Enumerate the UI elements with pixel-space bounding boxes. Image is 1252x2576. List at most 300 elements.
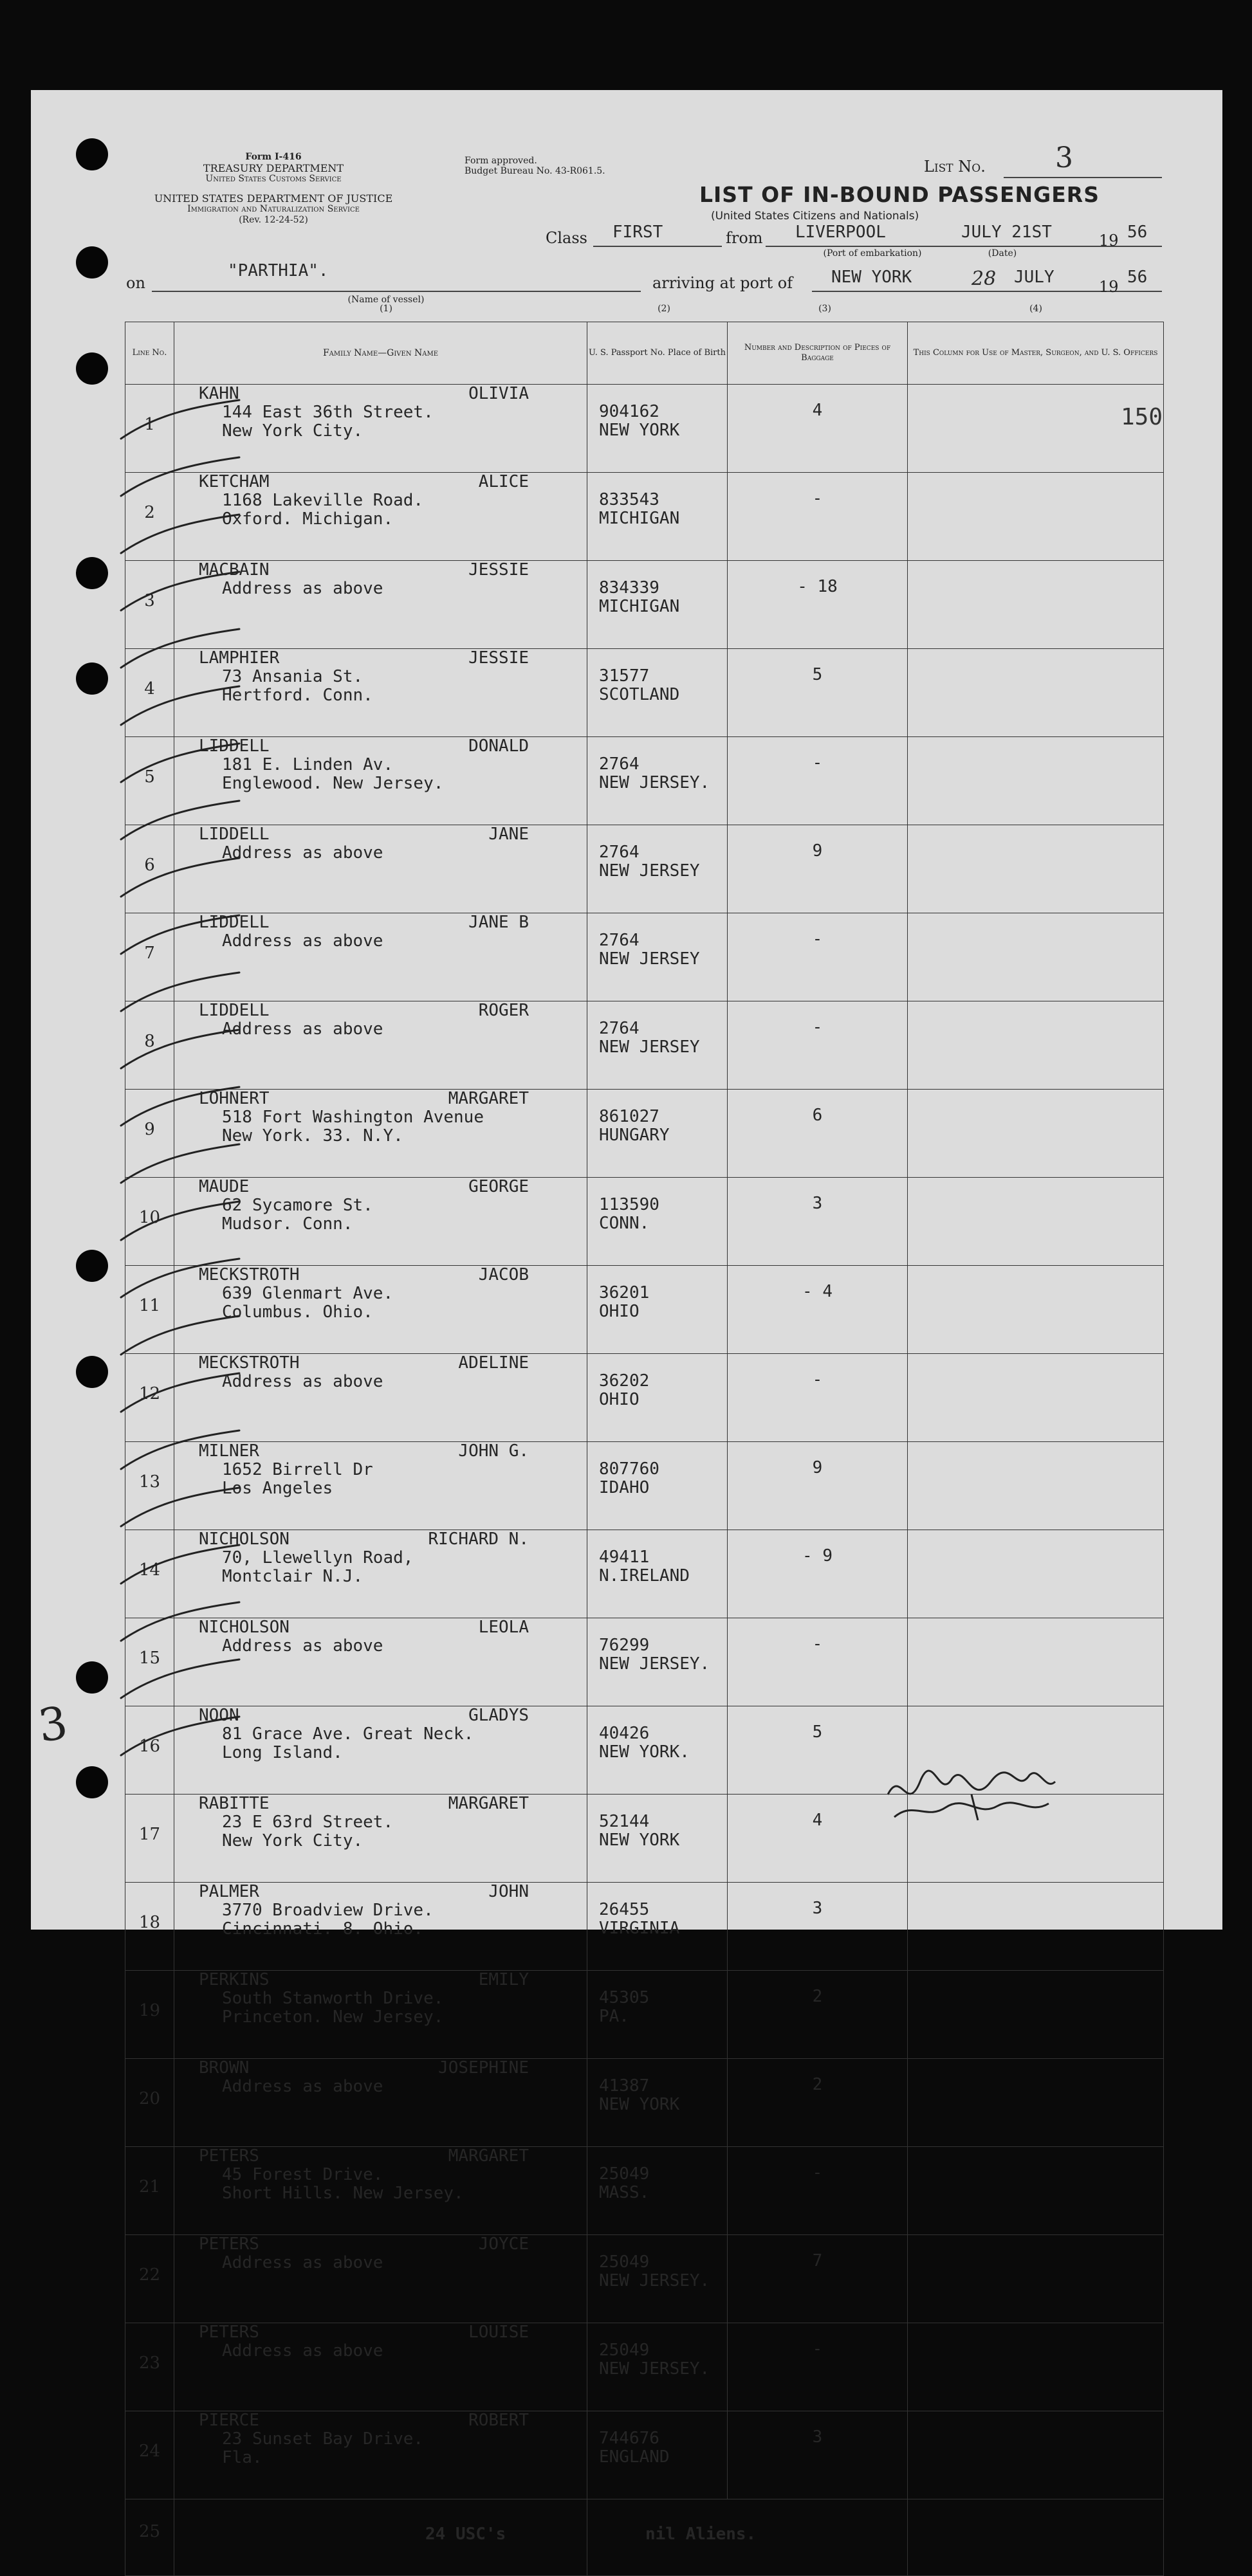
- given-name: JOHN G.: [458, 1441, 529, 1461]
- officer-cell: [908, 2235, 1164, 2323]
- baggage-count: -: [728, 473, 908, 561]
- binder-hole: [76, 1356, 108, 1388]
- place-of-birth: MASS.: [599, 2183, 650, 2202]
- officer-cell: [908, 2059, 1164, 2147]
- passport-number: 31577: [599, 666, 650, 686]
- officer-cell: [908, 1178, 1164, 1266]
- family-name: LIDDELL: [199, 913, 270, 932]
- class-value: FIRST: [612, 223, 663, 242]
- aliens-count: nil Aliens.: [587, 2499, 908, 2576]
- header-officers: This Column for Use of Master, Surgeon, and U. S. Officers: [908, 322, 1164, 385]
- binder-hole: [76, 557, 108, 589]
- baggage-count: 5: [728, 1706, 908, 1795]
- passport-cell: [587, 913, 728, 1001]
- table-row: [125, 1178, 1164, 1266]
- line-number: 15: [125, 1618, 174, 1706]
- officer-cell: [908, 737, 1164, 825]
- address-line-1: 23 E 63rd Street.: [222, 1813, 394, 1832]
- passenger-name-address: [174, 825, 587, 913]
- place-of-birth: NEW YORK.: [599, 1742, 690, 1762]
- passenger-name-address: [174, 1530, 587, 1618]
- col-num-1: (1): [380, 304, 392, 314]
- binder-hole: [76, 1766, 108, 1798]
- table-row: [125, 1266, 1164, 1354]
- table-row: [125, 913, 1164, 1001]
- baggage-count: 3: [728, 1178, 908, 1266]
- passenger-name-address: [174, 1090, 587, 1178]
- passport-number: 861027: [599, 1107, 659, 1126]
- table-row: [125, 1090, 1164, 1178]
- address-line-1: Address as above: [222, 931, 383, 951]
- address-line-1: Address as above: [222, 843, 383, 863]
- passport-cell: [587, 2147, 728, 2235]
- line-number: 3: [125, 561, 174, 649]
- place-of-birth: CONN.: [599, 1214, 650, 1233]
- table-row: [125, 385, 1164, 473]
- line-number: 7: [125, 913, 174, 1001]
- given-name: JOHN: [488, 1882, 529, 1901]
- passenger-name-address: [174, 2235, 587, 2323]
- baggage-count: 9: [728, 825, 908, 913]
- given-name: JOYCE: [478, 2234, 529, 2254]
- passport-number: 45305: [599, 1988, 650, 2007]
- given-name: RICHARD N.: [428, 1530, 529, 1549]
- family-name: LOHNERT: [199, 1089, 270, 1108]
- usc-count: 24 USC's: [174, 2499, 587, 2576]
- passport-cell: [587, 1001, 728, 1090]
- baggage-count: 3: [728, 1883, 908, 1971]
- address-line-1: Address as above: [222, 1372, 383, 1391]
- address-line-1: 62 Sycamore St.: [222, 1196, 373, 1215]
- officer-cell: [908, 2323, 1164, 2411]
- departure-date: JULY 21ST: [961, 223, 1052, 242]
- place-of-birth: SCOTLAND: [599, 685, 680, 704]
- passport-cell: [587, 473, 728, 561]
- table-row: [125, 1618, 1164, 1706]
- form-approved: [465, 156, 605, 176]
- binder-hole: [76, 1250, 108, 1282]
- passenger-name-address: [174, 1178, 587, 1266]
- given-name: JOSEPHINE: [438, 2058, 529, 2078]
- address-line-2: New York City.: [222, 1831, 364, 1850]
- passport-cell: [587, 2323, 728, 2411]
- place-of-birth: NEW JERSEY.: [599, 2359, 710, 2379]
- passport-cell: [587, 737, 728, 825]
- line-number: 9: [125, 1090, 174, 1178]
- line-number: 20: [125, 2059, 174, 2147]
- place-of-birth: MICHIGAN: [599, 597, 680, 616]
- given-name: ADELINE: [458, 1353, 529, 1373]
- year-value-2: 56: [1127, 268, 1148, 287]
- list-no-label: List No.: [924, 158, 986, 176]
- passport-number: 807760: [599, 1459, 659, 1479]
- passport-number: 36202: [599, 1371, 650, 1391]
- passport-number: 113590: [599, 1195, 659, 1214]
- address-line-2: Princeton. New Jersey.: [222, 2007, 444, 2027]
- passenger-name-address: [174, 1795, 587, 1883]
- baggage-count: - 9: [728, 1530, 908, 1618]
- address-line-2: Mudsor. Conn.: [222, 1214, 353, 1234]
- table-row: [125, 1971, 1164, 2059]
- form-header-left: [167, 152, 380, 185]
- address-line-1: Address as above: [222, 579, 383, 598]
- passenger-name-address: [174, 473, 587, 561]
- address-line-2: Columbus. Ohio.: [222, 1302, 373, 1322]
- customs-service: United States Customs Service: [205, 174, 342, 184]
- place-of-birth: IDAHO: [599, 1478, 650, 1497]
- baggage-count: -: [728, 1618, 908, 1706]
- family-name: PETERS: [199, 2234, 259, 2254]
- officer-cell: [908, 1001, 1164, 1090]
- baggage-count: 5: [728, 649, 908, 737]
- passport-cell: [587, 2411, 728, 2499]
- given-name: LOUISE: [468, 2323, 529, 2342]
- address-line-1: 73 Ansania St.: [222, 667, 364, 686]
- passenger-table: [125, 322, 1164, 2576]
- officer-cell: [908, 1618, 1164, 1706]
- rev-label: (Rev. 12-24-52): [239, 215, 308, 225]
- line-number: 11: [125, 1266, 174, 1354]
- family-name: MILNER: [199, 1441, 259, 1461]
- header-line-no: Line No.: [125, 322, 174, 385]
- passport-cell: [587, 1090, 728, 1178]
- place-of-birth: NEW JERSEY.: [599, 2271, 710, 2290]
- passport-number: 834339: [599, 578, 659, 598]
- address-line-1: 1168 Lakeville Road.: [222, 491, 424, 510]
- officer-cell: [908, 1354, 1164, 1442]
- family-name: MECKSTROTH: [199, 1353, 300, 1373]
- passport-number: 904162: [599, 402, 659, 421]
- passport-number: 26455: [599, 1900, 650, 1919]
- arrival-day: 28: [971, 268, 997, 290]
- family-name: LAMPHIER: [199, 648, 280, 668]
- family-name: LIDDELL: [199, 1001, 270, 1020]
- given-name: JACOB: [478, 1265, 529, 1284]
- line-number: 4: [125, 649, 174, 737]
- passenger-name-address: [174, 385, 587, 473]
- arriving-label: arriving at port of: [652, 274, 793, 292]
- passport-cell: [587, 2235, 728, 2323]
- baggage-count: -: [728, 1354, 908, 1442]
- vessel-name: "PARTHIA".: [228, 261, 329, 280]
- given-name: JANE B: [468, 913, 529, 932]
- place-of-birth: OHIO: [599, 1390, 640, 1409]
- passenger-name-address: [174, 1442, 587, 1530]
- table-row: [125, 2235, 1164, 2323]
- place-of-birth: NEW YORK: [599, 1831, 680, 1850]
- family-name: PALMER: [199, 1882, 259, 1901]
- binder-hole: [76, 138, 108, 170]
- passport-cell: [587, 385, 728, 473]
- address-line-2: New York. 33. N.Y.: [222, 1126, 403, 1146]
- officer-cell: [908, 1530, 1164, 1618]
- table-row: [125, 649, 1164, 737]
- given-name: JESSIE: [468, 560, 529, 580]
- page-subtitle: (United States Citizens and Nationals): [711, 210, 919, 223]
- line-number: 24: [125, 2411, 174, 2499]
- baggage-count: 6: [728, 1090, 908, 1178]
- passport-number: 41387: [599, 2076, 650, 2096]
- passenger-name-address: [174, 1618, 587, 1706]
- place-of-birth: PA.: [599, 2007, 629, 2026]
- family-name: LIDDELL: [199, 825, 270, 844]
- family-name: PIERCE: [199, 2411, 259, 2430]
- margin-mark: 3: [35, 1696, 71, 1753]
- table-row: [125, 1354, 1164, 1442]
- baggage-count: -: [728, 1001, 908, 1090]
- address-line-2: Short Hills. New Jersey.: [222, 2184, 464, 2203]
- date-caption: (Date): [988, 248, 1017, 259]
- passenger-name-address: [174, 1266, 587, 1354]
- address-line-2: Long Island.: [222, 1743, 343, 1762]
- family-name: KAHN: [199, 384, 239, 403]
- table-row: [125, 1001, 1164, 1090]
- baggage-count: -: [728, 737, 908, 825]
- passport-number: 833543: [599, 490, 659, 509]
- passport-number: 52144: [599, 1812, 650, 1831]
- place-of-birth: NEW YORK: [599, 2095, 680, 2114]
- officer-cell: [908, 473, 1164, 561]
- given-name: JESSIE: [468, 648, 529, 668]
- passenger-name-address: [174, 2059, 587, 2147]
- passenger-name-address: [174, 1001, 587, 1090]
- given-name: GEORGE: [468, 1177, 529, 1196]
- table-row: [125, 2059, 1164, 2147]
- address-line-2: Cincinnati. 8. Ohio.: [222, 1919, 424, 1939]
- address-line-1: 1652 Birrell Dr: [222, 1460, 373, 1479]
- place-of-birth: NEW JERSEY: [599, 949, 700, 969]
- year-value-1: 56: [1127, 223, 1148, 242]
- approved-label: Form approved.: [465, 156, 537, 166]
- baggage-count: 4: [728, 385, 908, 473]
- line-number: 8: [125, 1001, 174, 1090]
- officer-cell: [908, 2499, 1164, 2576]
- passport-cell: [587, 1354, 728, 1442]
- officer-cell: [908, 2411, 1164, 2499]
- officer-cell: [908, 1090, 1164, 1178]
- officer-cell: [908, 1442, 1164, 1530]
- place-of-birth: VIRGINIA: [599, 1919, 680, 1938]
- passenger-name-address: [174, 2147, 587, 2235]
- year-prefix-2: 19: [1099, 278, 1119, 296]
- passport-cell: [587, 1266, 728, 1354]
- passport-number: 25049: [599, 2164, 650, 2184]
- passport-number: 40426: [599, 1724, 650, 1743]
- address-line-1: 144 East 36th Street.: [222, 403, 434, 422]
- address-line-1: 45 Forest Drive.: [222, 2165, 383, 2184]
- place-of-birth: ENGLAND: [599, 2447, 670, 2467]
- baggage-count: - 4: [728, 1266, 908, 1354]
- budget-label: Budget Bureau No. 43-R061.5.: [465, 166, 605, 176]
- list-no-value: 3: [1055, 142, 1073, 174]
- given-name: EMILY: [478, 1970, 529, 1989]
- family-name: RABITTE: [199, 1794, 270, 1813]
- passport-number: 2764: [599, 754, 640, 774]
- passenger-name-address: [174, 1971, 587, 2059]
- family-name: NICHOLSON: [199, 1618, 290, 1637]
- side-note: 150: [1121, 404, 1163, 430]
- address-line-2: Fla.: [222, 2448, 262, 2467]
- place-of-birth: NEW JERSEY.: [599, 1654, 710, 1674]
- table-row: [125, 473, 1164, 561]
- passport-cell: [587, 649, 728, 737]
- table-row: [125, 2147, 1164, 2235]
- address-line-1: 23 Sunset Bay Drive.: [222, 2429, 424, 2449]
- table-row: [125, 561, 1164, 649]
- passenger-name-address: [174, 1354, 587, 1442]
- given-name: MARGARET: [448, 1794, 529, 1813]
- address-line-1: 3770 Broadview Drive.: [222, 1901, 434, 1920]
- binder-hole: [76, 352, 108, 385]
- family-name: PETERS: [199, 2146, 259, 2166]
- address-line-1: Address as above: [222, 2077, 383, 2096]
- table-row: [125, 1442, 1164, 1530]
- ins-label: Immigration and Naturalization Service: [187, 204, 360, 214]
- line-number: 5: [125, 737, 174, 825]
- col-num-2: (2): [658, 304, 670, 314]
- place-of-birth: MICHIGAN: [599, 509, 680, 528]
- given-name: ROGER: [478, 1001, 529, 1020]
- baggage-count: -: [728, 913, 908, 1001]
- address-line-1: 639 Glenmart Ave.: [222, 1284, 394, 1303]
- table-row: [125, 2411, 1164, 2499]
- passport-cell: [587, 2059, 728, 2147]
- passport-cell: [587, 1883, 728, 1971]
- passenger-name-address: [174, 649, 587, 737]
- arrival-port: NEW YORK: [831, 268, 912, 287]
- line-number: 2: [125, 473, 174, 561]
- address-line-2: New York City.: [222, 421, 364, 441]
- line-number: 12: [125, 1354, 174, 1442]
- baggage-count: -: [728, 2323, 908, 2411]
- family-name: NICHOLSON: [199, 1530, 290, 1549]
- passport-cell: [587, 1706, 728, 1795]
- passenger-name-address: [174, 737, 587, 825]
- address-line-1: South Stanworth Drive.: [222, 1989, 444, 2008]
- doj-header: [116, 193, 431, 226]
- col-num-3: (3): [818, 304, 831, 314]
- family-name: MECKSTROTH: [199, 1265, 300, 1284]
- line-number: 1: [125, 385, 174, 473]
- line-number: 23: [125, 2323, 174, 2411]
- passport-number: 49411: [599, 1548, 650, 1567]
- officer-signature: [881, 1756, 1074, 1827]
- family-name: BROWN: [199, 2058, 250, 2078]
- header-baggage: Number and Description of Pieces of Baggage: [728, 322, 908, 385]
- from-value: LIVERPOOL: [795, 223, 886, 242]
- officer-cell: [908, 561, 1164, 649]
- officer-cell: [908, 913, 1164, 1001]
- passenger-name-address: [174, 2411, 587, 2499]
- officer-cell: [908, 1266, 1164, 1354]
- address-line-1: Address as above: [222, 1636, 383, 1656]
- year-prefix-1: 19: [1099, 232, 1119, 250]
- family-name: PETERS: [199, 2323, 259, 2342]
- line-number: 17: [125, 1795, 174, 1883]
- arrival-month: JULY: [1014, 268, 1054, 287]
- passport-cell: [587, 1795, 728, 1883]
- family-name: NOON: [199, 1706, 239, 1725]
- line-number: 14: [125, 1530, 174, 1618]
- passport-number: 25049: [599, 2341, 650, 2360]
- officer-cell: [908, 649, 1164, 737]
- baggage-count: 4: [728, 1795, 908, 1883]
- baggage-count: 2: [728, 1971, 908, 2059]
- place-of-birth: NEW YORK: [599, 421, 680, 440]
- passport-number: 2764: [599, 843, 640, 862]
- address-line-2: Oxford. Michigan.: [222, 509, 394, 529]
- passport-number: 2764: [599, 931, 640, 950]
- address-line-1: Address as above: [222, 2253, 383, 2272]
- passenger-name-address: [174, 913, 587, 1001]
- line-number: 21: [125, 2147, 174, 2235]
- address-line-1: Address as above: [222, 2341, 383, 2361]
- binder-hole: [76, 246, 108, 279]
- address-line-2: Montclair N.J.: [222, 1567, 364, 1586]
- address-line-2: Hertford. Conn.: [222, 686, 373, 705]
- address-line-1: 181 E. Linden Av.: [222, 755, 394, 774]
- family-name: MAUDE: [199, 1177, 250, 1196]
- place-of-birth: NEW JERSEY.: [599, 773, 710, 792]
- given-name: JANE: [488, 825, 529, 844]
- doj-label: UNITED STATES DEPARTMENT OF JUSTICE: [154, 192, 393, 205]
- address-line-2: Englewood. New Jersey.: [222, 774, 444, 793]
- place-of-birth: OHIO: [599, 1302, 640, 1321]
- passport-cell: [587, 561, 728, 649]
- place-of-birth: NEW JERSEY: [599, 861, 700, 881]
- col-num-4: (4): [1029, 304, 1042, 314]
- officer-cell: [908, 1883, 1164, 1971]
- officer-cell: [908, 1971, 1164, 2059]
- passport-number: 25049: [599, 2252, 650, 2272]
- binder-hole: [76, 1661, 108, 1694]
- place-of-birth: N.IRELAND: [599, 1566, 690, 1585]
- family-name: KETCHAM: [199, 472, 270, 491]
- given-name: ALICE: [478, 472, 529, 491]
- port-caption: (Port of embarkation): [823, 248, 922, 259]
- passport-number: 36201: [599, 1283, 650, 1302]
- passport-cell: [587, 1442, 728, 1530]
- baggage-count: 7: [728, 2235, 908, 2323]
- list-no-underline: [1004, 177, 1162, 178]
- passport-cell: [587, 1971, 728, 2059]
- given-name: GLADYS: [468, 1706, 529, 1725]
- form-number: Form I-416: [245, 152, 302, 162]
- passport-number: 76299: [599, 1636, 650, 1655]
- place-of-birth: NEW JERSEY: [599, 1037, 700, 1057]
- given-name: MARGARET: [448, 1089, 529, 1108]
- class-underline: [593, 246, 722, 247]
- treasury-department: TREASURY DEPARTMENT: [203, 162, 344, 174]
- baggage-count: - 18: [728, 561, 908, 649]
- address-line-2: Los Angeles: [222, 1479, 333, 1498]
- baggage-count: -: [728, 2147, 908, 2235]
- line-number: 10: [125, 1178, 174, 1266]
- header-name: Family Name—Given Name: [174, 322, 587, 385]
- baggage-count: 9: [728, 1442, 908, 1530]
- officer-cell: [908, 2147, 1164, 2235]
- table-row: [125, 825, 1164, 913]
- class-label: Class: [546, 229, 587, 247]
- vessel-caption: (Name of vessel): [347, 295, 425, 305]
- line-number: 18: [125, 1883, 174, 1971]
- address-line-1: 81 Grace Ave. Great Neck.: [222, 1724, 474, 1744]
- passenger-name-address: [174, 1883, 587, 1971]
- passport-number: 744676: [599, 2429, 659, 2448]
- passenger-name-address: [174, 2323, 587, 2411]
- address-line-1: 70, Llewellyn Road,: [222, 1548, 414, 1567]
- line-number: 22: [125, 2235, 174, 2323]
